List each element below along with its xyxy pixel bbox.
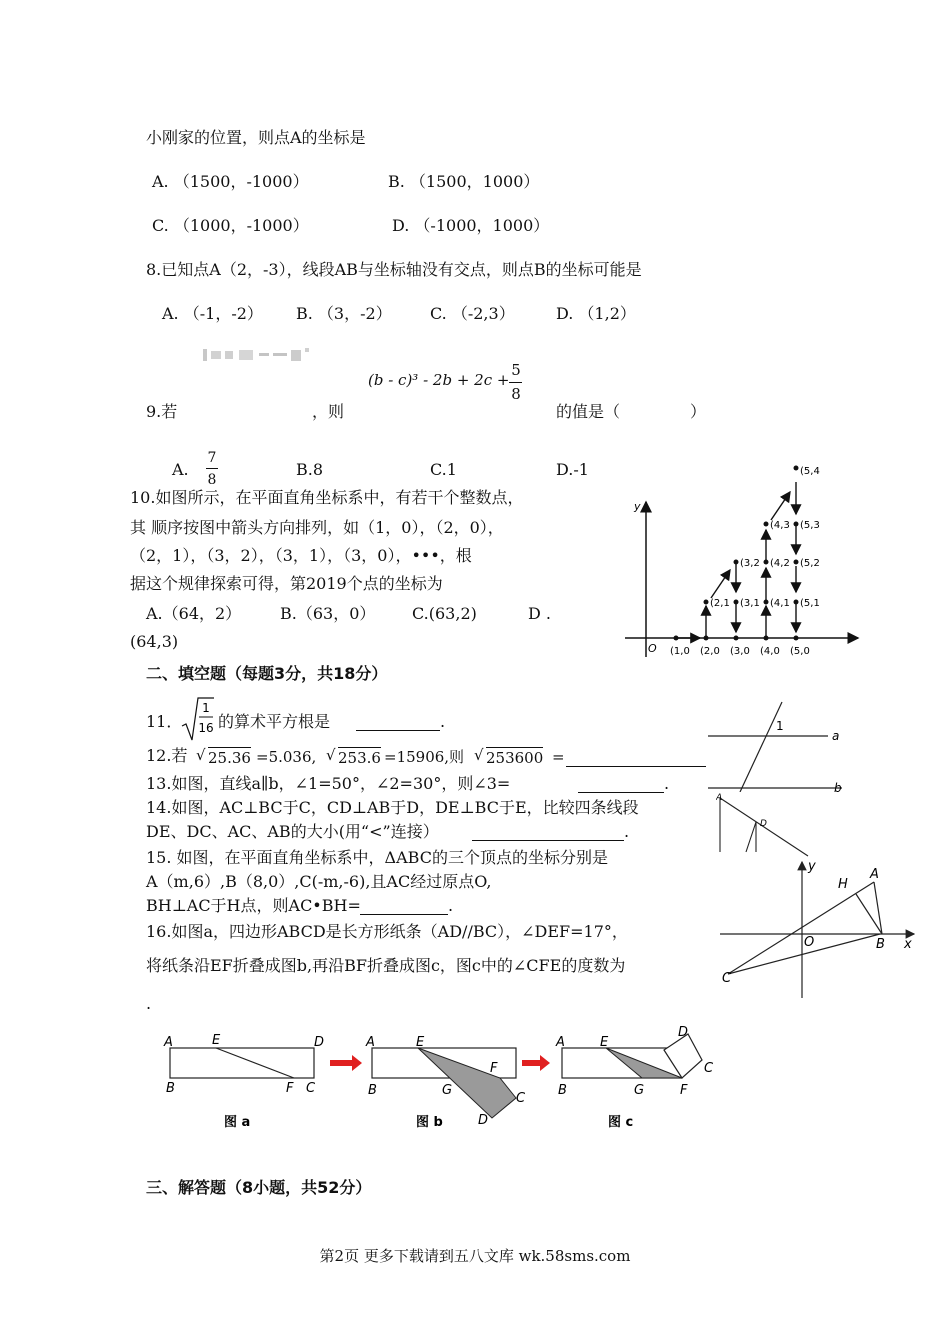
q15-label-x: x bbox=[904, 937, 912, 952]
point-3-0 bbox=[734, 636, 739, 641]
fig-b-label-g: G bbox=[442, 1083, 453, 1098]
q15-figure bbox=[716, 856, 920, 1000]
q12-blank bbox=[566, 752, 706, 767]
q8-option-b: B. （3，-2） bbox=[296, 304, 392, 323]
q12-radical-3: √ bbox=[474, 746, 484, 764]
point-5-3 bbox=[794, 522, 799, 527]
q10-line-3: （2，1），（3，2），（3，1），（3，0），•••，根 bbox=[130, 546, 472, 565]
point-4-0 bbox=[764, 636, 769, 641]
q7-stem-tail: 小刚家的位置，则点A的坐标是 bbox=[146, 128, 366, 147]
q14-line-2: DE、DC、AC、AB的大小(用“<”连接） bbox=[146, 822, 439, 841]
point-5-1 bbox=[794, 600, 799, 605]
q16-figures bbox=[160, 1022, 726, 1134]
fig-a-label-b: B bbox=[166, 1081, 175, 1096]
fig-c-label-e: E bbox=[600, 1035, 609, 1050]
point-5-0 bbox=[794, 636, 799, 641]
fig-c-caption: 图 c bbox=[608, 1115, 634, 1130]
q15-blank bbox=[360, 900, 448, 915]
point-2-0 bbox=[704, 636, 709, 641]
q11-radical bbox=[180, 696, 216, 742]
q9-option-a-numerator: 7 bbox=[207, 450, 217, 466]
q7-option-a: A. （1500，-1000） bbox=[152, 172, 309, 191]
q9-frac-denominator: 8 bbox=[511, 385, 521, 403]
fig-c-label-f: F bbox=[680, 1083, 688, 1098]
q13-figure bbox=[706, 700, 846, 792]
origin-label: O bbox=[648, 642, 657, 655]
q8-stem: 8.已知点A（2，-3），线段AB与坐标轴没有交点，则点B的坐标可能是 bbox=[146, 260, 642, 279]
q15-line-3: BH⊥AC于H点，则AC•BH= bbox=[146, 896, 361, 915]
q10-option-a: A.（64，2） bbox=[146, 604, 242, 623]
q13-angle-1-label: 1 bbox=[776, 719, 784, 733]
figure-a bbox=[163, 1033, 324, 1130]
point-5-2 bbox=[794, 560, 799, 565]
point-5-4 bbox=[794, 466, 799, 471]
q14-figure bbox=[716, 790, 816, 860]
q16-line-2: 将纸条沿EF折叠成图b,再沿BF折叠成图c，图c中的∠CFE的度数为 bbox=[146, 956, 626, 975]
q14-end: . bbox=[624, 822, 630, 841]
q14-blank bbox=[472, 826, 624, 841]
q10-line-1: 10.如图所示，在平面直角坐标系中，有若干个整数点， bbox=[130, 488, 524, 507]
label-3-2: (3,2 bbox=[740, 558, 760, 569]
point-4-3 bbox=[764, 522, 769, 527]
q11-prefix: 11． bbox=[146, 712, 183, 731]
label-2-0: (2,0 bbox=[700, 646, 720, 657]
label-3-1: (3,1 bbox=[740, 598, 760, 609]
q11-denominator: 16 bbox=[198, 721, 214, 735]
q15-line-2: A（m,6）,B（8,0）,C(-m,-6),且AC经过原点O, bbox=[146, 872, 492, 891]
q9-frac-numerator: 5 bbox=[511, 361, 521, 379]
q9-mid: ，则 bbox=[312, 402, 345, 421]
q16-dot: . bbox=[146, 994, 152, 1013]
q11-blank bbox=[356, 716, 440, 731]
q11-numerator: 1 bbox=[202, 701, 210, 715]
figure-c bbox=[555, 1025, 714, 1130]
q12-radical-2: √ bbox=[326, 746, 336, 764]
q8-option-c: C. （-2,3） bbox=[430, 304, 515, 323]
q10-lattice-graph bbox=[620, 462, 865, 662]
fig-b-label-d: D bbox=[478, 1113, 489, 1128]
q10-option-d: D . bbox=[528, 604, 551, 623]
q9-option-c: C.1 bbox=[430, 460, 457, 479]
label-4-1: (4,1 bbox=[770, 598, 790, 609]
path-arrow-9 bbox=[771, 492, 790, 520]
fig-b-label-b: B bbox=[368, 1083, 377, 1098]
fig-a-label-f: F bbox=[286, 1081, 294, 1096]
arrow-a-to-b bbox=[330, 1055, 362, 1071]
figure-b bbox=[365, 1035, 526, 1130]
fig-a-caption: 图 a bbox=[224, 1115, 251, 1130]
q12-radicand-1: 25.36 bbox=[208, 749, 251, 767]
q15-label-h: H bbox=[838, 877, 848, 892]
q14-line-1: 14.如图，AC⊥BC于C，CD⊥AB于D，DE⊥BC于E，比较四条线段 bbox=[146, 798, 639, 817]
q12-equals: = bbox=[552, 748, 565, 766]
q8-option-d: D. （1,2） bbox=[556, 304, 636, 323]
label-1-0: (1,0 bbox=[670, 646, 690, 657]
label-4-3: (4,3 bbox=[770, 520, 790, 531]
q9-suffix: 的值是（ bbox=[556, 402, 621, 421]
point-2-1 bbox=[704, 600, 709, 605]
q14-label-a: A bbox=[716, 793, 723, 803]
q13-line-a-label: a bbox=[832, 729, 840, 743]
q9-close: ） bbox=[690, 402, 707, 421]
fig-c-label-a: A bbox=[556, 1035, 565, 1050]
q11-end: . bbox=[440, 712, 446, 731]
q9-expression: (b - c)³ - 2b + 2c + bbox=[368, 371, 510, 389]
label-5-4: (5,4 bbox=[800, 466, 820, 477]
q15-label-o: O bbox=[804, 935, 815, 950]
q10-line-4: 据这个规律探索可得，第2019个点的坐标为 bbox=[130, 574, 443, 593]
page-footer: 第2页 更多下载请到五八文库 wk.58sms.com bbox=[319, 1247, 631, 1265]
y-axis-label: y bbox=[634, 500, 641, 513]
q9-option-b: B.8 bbox=[296, 460, 324, 479]
q12-radicand-2: 253.6 bbox=[338, 749, 381, 767]
q15-line-1: 15. 如图，在平面直角坐标系中，ΔABC的三个顶点的坐标分别是 bbox=[146, 848, 608, 867]
q15-end: . bbox=[448, 896, 454, 915]
fig-c-label-c: C bbox=[704, 1061, 714, 1076]
q15-label-y: y bbox=[808, 859, 816, 874]
q9-option-a-label: A. bbox=[172, 460, 189, 479]
q13-stem: 13.如图，直线a∥b，∠1=50°，∠2=30°，则∠3= bbox=[146, 774, 511, 793]
label-5-0: (5,0 bbox=[790, 646, 810, 657]
q9-option-a-bar bbox=[206, 468, 218, 469]
q10-line-2: 其 顺序按图中箭头方向排列，如（1，0），（2，0）， bbox=[130, 518, 504, 537]
q10-option-d-value: (64,3) bbox=[130, 632, 179, 651]
q13-end: . bbox=[664, 774, 670, 793]
q9-option-d: D.-1 bbox=[556, 460, 589, 479]
q15-label-a: A bbox=[870, 867, 879, 882]
q12-text: 12.若 bbox=[146, 746, 188, 765]
fig-b-caption: 图 b bbox=[416, 1115, 443, 1130]
label-2-1: (2,1 bbox=[710, 598, 730, 609]
point-3-2 bbox=[734, 560, 739, 565]
label-4-0: (4,0 bbox=[760, 646, 780, 657]
section-3-title: 三、解答题（8小题，共52分） bbox=[146, 1178, 372, 1197]
fig-b-label-f: F bbox=[490, 1061, 498, 1076]
q16-line-1: 16.如图a，四边形ABCD是长方形纸条（AD//BC），∠DEF=17°， bbox=[146, 922, 628, 941]
point-1-0 bbox=[674, 636, 679, 641]
blurred-equation-image bbox=[203, 346, 311, 362]
label-5-2: (5,2 bbox=[800, 558, 820, 569]
fig-c-label-b: B bbox=[558, 1083, 567, 1098]
fig-b-label-e: E bbox=[416, 1035, 425, 1050]
q9-prefix: 9.若 bbox=[146, 402, 178, 421]
q12-radicand-3: 253600 bbox=[486, 749, 544, 767]
q11-suffix: 的算术平方根是 bbox=[218, 712, 331, 731]
section-2-title: 二、填空题（每题3分，共18分） bbox=[146, 664, 388, 683]
q13-line-b-label: b bbox=[834, 781, 842, 792]
fig-b-label-a: A bbox=[366, 1035, 375, 1050]
q7-option-b: B. （1500，1000） bbox=[388, 172, 540, 191]
q15-label-b: B bbox=[876, 937, 885, 952]
label-4-2: (4,2 bbox=[770, 558, 790, 569]
q10-option-c: C.(63,2) bbox=[412, 604, 477, 623]
q13-blank bbox=[578, 778, 664, 793]
blurred-equation-graphic bbox=[203, 346, 311, 362]
path-arrow-3 bbox=[711, 570, 730, 598]
fig-c-label-d: D bbox=[678, 1025, 689, 1040]
q12-value-1: =5.036, bbox=[256, 748, 317, 766]
arrow-b-to-c bbox=[522, 1055, 550, 1071]
label-3-0: (3,0 bbox=[730, 646, 750, 657]
fig-a-label-d: D bbox=[314, 1035, 325, 1050]
fig-a-label-a: A bbox=[164, 1035, 173, 1050]
label-5-3: (5,3 bbox=[800, 520, 820, 531]
q7-option-c: C. （1000，-1000） bbox=[152, 216, 309, 235]
q15-label-c: C bbox=[722, 971, 732, 986]
fig-a-label-c: C bbox=[306, 1081, 316, 1096]
q10-option-b: B.（63，0） bbox=[280, 604, 376, 623]
point-3-1 bbox=[734, 600, 739, 605]
q12-value-2: =15906,则 bbox=[384, 748, 465, 766]
fig-a-label-e: E bbox=[212, 1033, 221, 1048]
point-4-1 bbox=[764, 600, 769, 605]
q9-option-a-denominator: 8 bbox=[207, 472, 217, 488]
q8-option-a: A. （-1，-2） bbox=[162, 304, 263, 323]
q14-label-d: D bbox=[760, 819, 767, 829]
point-4-2 bbox=[764, 560, 769, 565]
q12-radical-1: √ bbox=[196, 746, 206, 764]
q9-fraction-bar bbox=[509, 382, 522, 383]
label-5-1: (5,1 bbox=[800, 598, 820, 609]
fig-b-label-c: C bbox=[516, 1091, 526, 1106]
fig-c-label-g: G bbox=[634, 1083, 645, 1098]
q7-option-d: D. （-1000，1000） bbox=[392, 216, 550, 235]
